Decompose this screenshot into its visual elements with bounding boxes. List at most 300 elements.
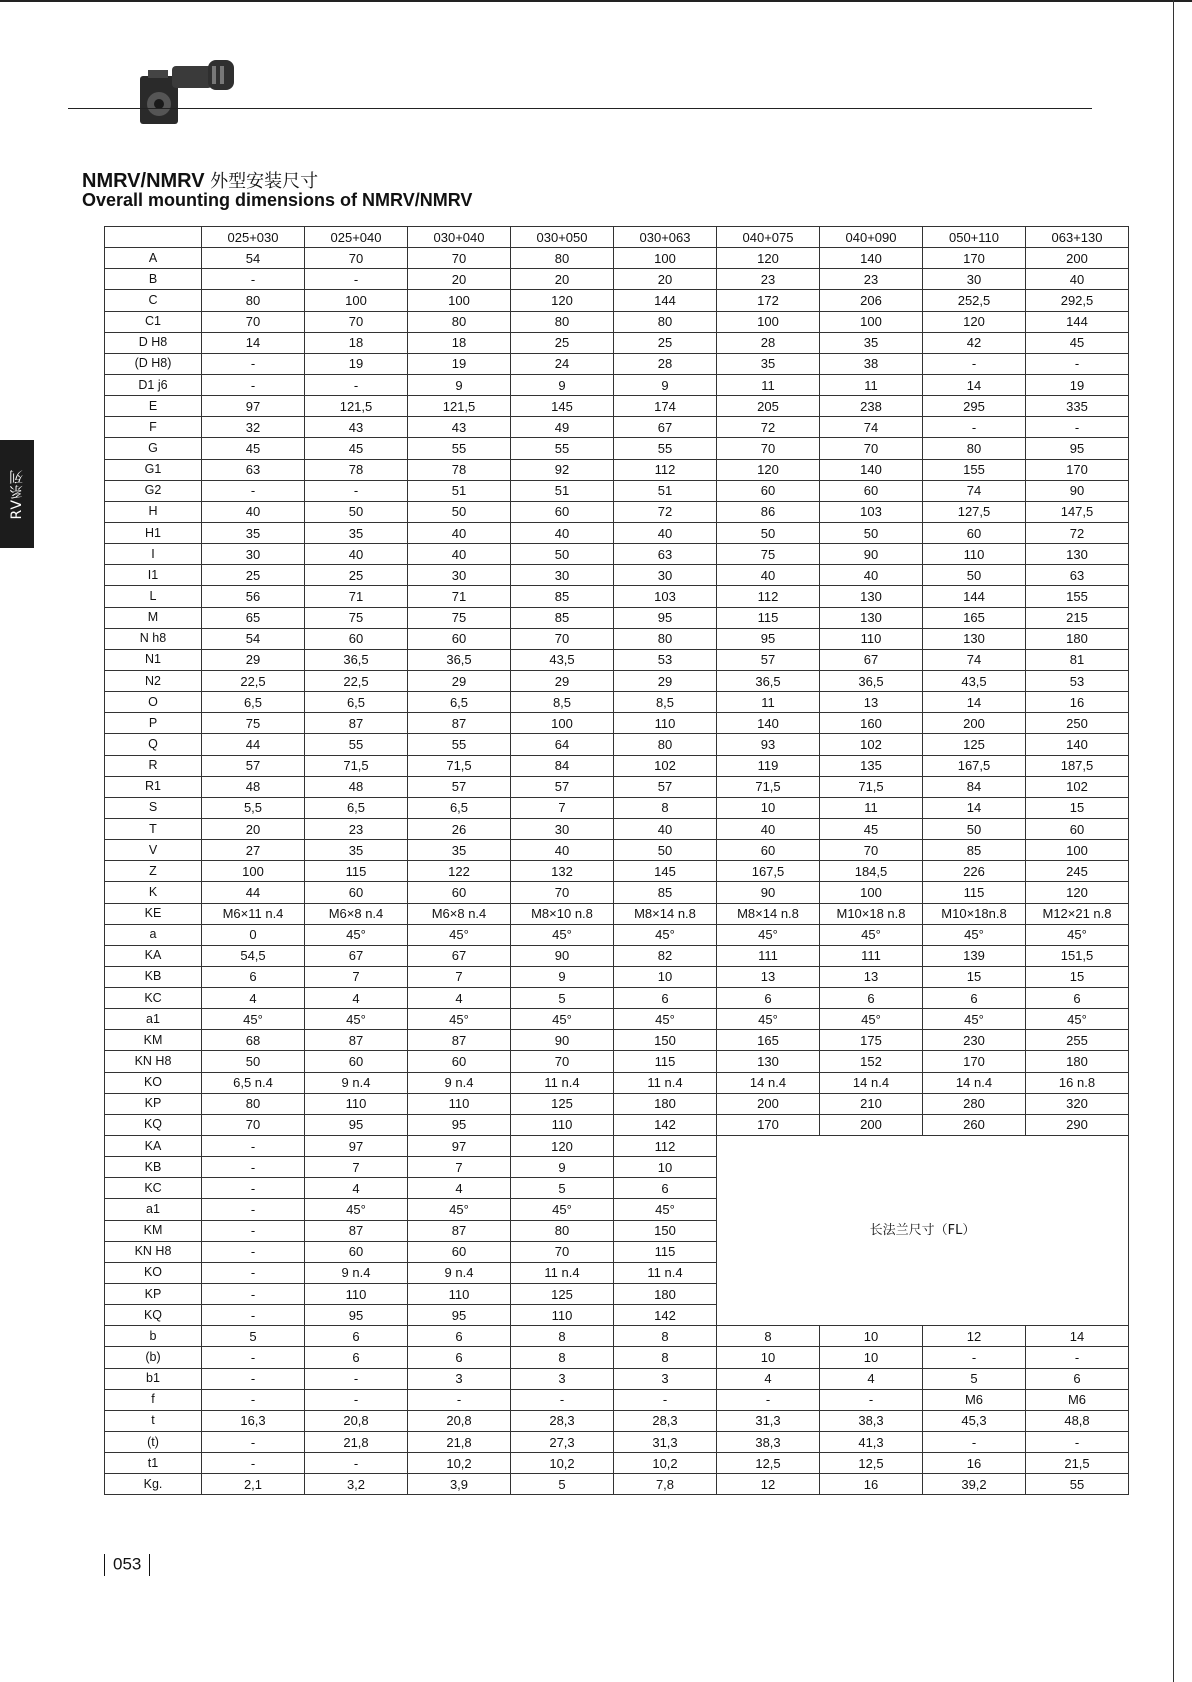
table-cell: 45° bbox=[408, 1199, 511, 1220]
row-label: (t) bbox=[105, 1432, 202, 1453]
row-label: KM bbox=[105, 1220, 202, 1241]
table-cell: 87 bbox=[408, 713, 511, 734]
table-cell: 29 bbox=[614, 670, 717, 691]
table-cell: 142 bbox=[614, 1114, 717, 1135]
table-cell: 54 bbox=[202, 248, 305, 269]
table-cell: 80 bbox=[511, 248, 614, 269]
table-cell: 6 bbox=[1026, 988, 1129, 1009]
table-cell: 45° bbox=[717, 924, 820, 945]
table-row bbox=[105, 861, 1129, 882]
table-cell: 127,5 bbox=[923, 501, 1026, 522]
table-cell: 7 bbox=[511, 797, 614, 818]
table-cell: 71 bbox=[408, 586, 511, 607]
table-row bbox=[105, 1410, 1129, 1431]
table-cell: 70 bbox=[511, 1241, 614, 1262]
table-cell: 35 bbox=[305, 840, 408, 861]
table-cell: 144 bbox=[1026, 311, 1129, 332]
table-cell: 111 bbox=[717, 945, 820, 966]
table-cell: 9 n.4 bbox=[408, 1262, 511, 1283]
table-cell: 11 n.4 bbox=[614, 1262, 717, 1283]
table-cell: 120 bbox=[511, 1136, 614, 1157]
row-label: KO bbox=[105, 1072, 202, 1093]
table-cell: 70 bbox=[511, 882, 614, 903]
row-label: P bbox=[105, 713, 202, 734]
table-cell: 9 bbox=[511, 966, 614, 987]
table-cell: 12 bbox=[923, 1326, 1026, 1347]
table-cell: 35 bbox=[820, 332, 923, 353]
row-label: KN H8 bbox=[105, 1241, 202, 1262]
row-label: t bbox=[105, 1410, 202, 1431]
table-row bbox=[105, 882, 1129, 903]
table-cell: 200 bbox=[820, 1114, 923, 1135]
table-cell: 142 bbox=[614, 1305, 717, 1326]
table-cell: 70 bbox=[511, 628, 614, 649]
table-cell: - bbox=[820, 1389, 923, 1410]
table-cell: 45° bbox=[1026, 1009, 1129, 1030]
table-cell: 115 bbox=[923, 882, 1026, 903]
table-cell: 19 bbox=[408, 353, 511, 374]
table-cell: 50 bbox=[923, 818, 1026, 839]
table-cell: 10,2 bbox=[511, 1453, 614, 1474]
table-cell: 43 bbox=[408, 417, 511, 438]
table-cell: 70 bbox=[511, 1051, 614, 1072]
table-cell: 20 bbox=[511, 269, 614, 290]
table-cell: - bbox=[202, 269, 305, 290]
table-row bbox=[105, 1368, 1129, 1389]
table-cell: 10 bbox=[820, 1347, 923, 1368]
table-cell: 87 bbox=[305, 1220, 408, 1241]
table-cell: 57 bbox=[408, 776, 511, 797]
table-cell: 175 bbox=[820, 1030, 923, 1051]
table-cell: 10 bbox=[717, 797, 820, 818]
table-cell: 50 bbox=[717, 522, 820, 543]
table-cell: 50 bbox=[408, 501, 511, 522]
table-row bbox=[105, 966, 1129, 987]
table-cell: 45° bbox=[614, 924, 717, 945]
table-cell: 60 bbox=[408, 1051, 511, 1072]
table-cell: 80 bbox=[511, 1220, 614, 1241]
table-row bbox=[105, 1347, 1129, 1368]
table-cell: 45° bbox=[614, 1009, 717, 1030]
table-cell: 110 bbox=[820, 628, 923, 649]
table-cell: 245 bbox=[1026, 861, 1129, 882]
table-cell: 55 bbox=[614, 438, 717, 459]
table-cell: 9 bbox=[614, 374, 717, 395]
table-cell: 90 bbox=[717, 882, 820, 903]
table-cell: 30 bbox=[511, 565, 614, 586]
table-cell: 125 bbox=[511, 1093, 614, 1114]
table-cell: 45 bbox=[305, 438, 408, 459]
row-label: R bbox=[105, 755, 202, 776]
table-cell: 50 bbox=[511, 544, 614, 565]
row-label: D H8 bbox=[105, 332, 202, 353]
table-cell: - bbox=[202, 480, 305, 501]
table-cell: 110 bbox=[305, 1093, 408, 1114]
table-cell: 55 bbox=[408, 734, 511, 755]
table-cell: 45 bbox=[202, 438, 305, 459]
table-cell: 14 n.4 bbox=[820, 1072, 923, 1093]
table-cell: 67 bbox=[408, 945, 511, 966]
table-cell: 32 bbox=[202, 417, 305, 438]
table-cell: - bbox=[305, 1368, 408, 1389]
table-row bbox=[105, 522, 1129, 543]
table-cell: 174 bbox=[614, 396, 717, 417]
table-cell: 8 bbox=[614, 1347, 717, 1368]
table-cell: 110 bbox=[511, 1305, 614, 1326]
table-cell: 51 bbox=[511, 480, 614, 501]
table-cell: 320 bbox=[1026, 1093, 1129, 1114]
table-cell: 45° bbox=[202, 1009, 305, 1030]
table-cell: 110 bbox=[923, 544, 1026, 565]
row-label: b bbox=[105, 1326, 202, 1347]
table-cell: 130 bbox=[923, 628, 1026, 649]
table-cell: 75 bbox=[408, 607, 511, 628]
table-cell: 45° bbox=[408, 1009, 511, 1030]
row-label: O bbox=[105, 692, 202, 713]
table-cell: 40 bbox=[511, 840, 614, 861]
table-cell: 4 bbox=[820, 1368, 923, 1389]
table-row bbox=[105, 396, 1129, 417]
table-cell: 140 bbox=[717, 713, 820, 734]
column-header: 025+040 bbox=[305, 227, 408, 248]
page-number-text: 053 bbox=[113, 1554, 142, 1574]
table-cell: 40 bbox=[408, 544, 511, 565]
table-cell: 10,2 bbox=[408, 1453, 511, 1474]
table-cell: 40 bbox=[820, 565, 923, 586]
table-cell: 6 bbox=[305, 1326, 408, 1347]
table-cell: 165 bbox=[717, 1030, 820, 1051]
table-cell: 144 bbox=[614, 290, 717, 311]
table-cell: 187,5 bbox=[1026, 755, 1129, 776]
table-cell: 110 bbox=[305, 1284, 408, 1305]
table-cell: 20 bbox=[408, 269, 511, 290]
table-cell: 23 bbox=[820, 269, 923, 290]
table-row bbox=[105, 1051, 1129, 1072]
row-label: a1 bbox=[105, 1009, 202, 1030]
table-cell: 2,1 bbox=[202, 1474, 305, 1495]
row-label: f bbox=[105, 1389, 202, 1410]
table-cell: 90 bbox=[511, 945, 614, 966]
table-cell: 67 bbox=[614, 417, 717, 438]
table-cell: 9 n.4 bbox=[408, 1072, 511, 1093]
table-cell: 71,5 bbox=[820, 776, 923, 797]
table-row bbox=[105, 311, 1129, 332]
table-cell: - bbox=[202, 1241, 305, 1262]
table-cell: 14 bbox=[923, 692, 1026, 713]
table-cell: 51 bbox=[408, 480, 511, 501]
table-cell: 45° bbox=[614, 1199, 717, 1220]
table-cell: 86 bbox=[717, 501, 820, 522]
table-cell: 170 bbox=[1026, 459, 1129, 480]
table-cell: M8×14 n.8 bbox=[614, 903, 717, 924]
table-cell: 57 bbox=[614, 776, 717, 797]
table-cell: 54 bbox=[202, 628, 305, 649]
table-cell: 11 bbox=[717, 374, 820, 395]
table-cell: 5 bbox=[923, 1368, 1026, 1389]
table-cell: 120 bbox=[923, 311, 1026, 332]
table-cell: 30 bbox=[923, 269, 1026, 290]
table-row bbox=[105, 1326, 1129, 1347]
table-cell: 50 bbox=[614, 840, 717, 861]
table-cell: 7 bbox=[305, 966, 408, 987]
table-cell: 63 bbox=[202, 459, 305, 480]
table-cell: 200 bbox=[923, 713, 1026, 734]
table-cell: 28 bbox=[717, 332, 820, 353]
table-cell: 150 bbox=[614, 1220, 717, 1241]
table-cell: 184,5 bbox=[820, 861, 923, 882]
table-cell: - bbox=[1026, 353, 1129, 374]
table-cell: 121,5 bbox=[305, 396, 408, 417]
table-cell: 14 bbox=[202, 332, 305, 353]
table-cell: - bbox=[202, 1178, 305, 1199]
row-label: a bbox=[105, 924, 202, 945]
table-cell: 70 bbox=[305, 248, 408, 269]
table-cell: 90 bbox=[511, 1030, 614, 1051]
table-cell: 8 bbox=[717, 1326, 820, 1347]
table-cell: 5 bbox=[511, 1474, 614, 1495]
table-cell: 80 bbox=[202, 290, 305, 311]
table-row bbox=[105, 649, 1129, 670]
table-cell: 14 n.4 bbox=[923, 1072, 1026, 1093]
table-cell: 40 bbox=[408, 522, 511, 543]
table-row bbox=[105, 818, 1129, 839]
table-cell: 120 bbox=[511, 290, 614, 311]
table-row bbox=[105, 248, 1129, 269]
table-cell: 90 bbox=[820, 544, 923, 565]
table-cell: 100 bbox=[202, 861, 305, 882]
table-row bbox=[105, 1114, 1129, 1135]
table-cell: 70 bbox=[717, 438, 820, 459]
table-cell: 30 bbox=[408, 565, 511, 586]
table-cell: 31,3 bbox=[614, 1432, 717, 1453]
table-cell: 15 bbox=[1026, 966, 1129, 987]
table-cell: 74 bbox=[820, 417, 923, 438]
table-cell: 45° bbox=[717, 1009, 820, 1030]
table-row bbox=[105, 332, 1129, 353]
table-cell: 71,5 bbox=[408, 755, 511, 776]
table-row bbox=[105, 840, 1129, 861]
table-cell: 45° bbox=[820, 924, 923, 945]
table-cell: 60 bbox=[408, 1241, 511, 1262]
table-cell: 70 bbox=[202, 1114, 305, 1135]
header-rule bbox=[68, 108, 1092, 109]
table-cell: 87 bbox=[408, 1220, 511, 1241]
table-cell: 140 bbox=[820, 248, 923, 269]
table-cell: 23 bbox=[717, 269, 820, 290]
table-cell: 60 bbox=[305, 1051, 408, 1072]
row-label: H1 bbox=[105, 522, 202, 543]
series-side-tab bbox=[0, 440, 34, 548]
table-cell: 48 bbox=[202, 776, 305, 797]
table-cell: 50 bbox=[305, 501, 408, 522]
row-label: a1 bbox=[105, 1199, 202, 1220]
table-row bbox=[105, 734, 1129, 755]
table-cell: 60 bbox=[305, 882, 408, 903]
table-row bbox=[105, 1432, 1129, 1453]
table-cell: 8,5 bbox=[614, 692, 717, 713]
column-header: 030+063 bbox=[614, 227, 717, 248]
table-row bbox=[105, 417, 1129, 438]
table-cell: 50 bbox=[202, 1051, 305, 1072]
table-cell: 7,8 bbox=[614, 1474, 717, 1495]
row-label: (D H8) bbox=[105, 353, 202, 374]
table-cell: 45° bbox=[511, 1199, 614, 1220]
table-cell: 100 bbox=[408, 290, 511, 311]
table-row bbox=[105, 374, 1129, 395]
table-cell: 167,5 bbox=[923, 755, 1026, 776]
table-cell: 115 bbox=[614, 1051, 717, 1072]
table-cell: 6 bbox=[614, 1178, 717, 1199]
table-cell: 180 bbox=[614, 1093, 717, 1114]
table-row bbox=[105, 1009, 1129, 1030]
table-cell: 25 bbox=[202, 565, 305, 586]
table-cell: - bbox=[511, 1389, 614, 1410]
table-cell: 81 bbox=[1026, 649, 1129, 670]
table-cell: 87 bbox=[305, 713, 408, 734]
table-cell: 111 bbox=[820, 945, 923, 966]
table-cell: 70 bbox=[820, 840, 923, 861]
table-cell: 72 bbox=[1026, 522, 1129, 543]
table-cell: 35 bbox=[202, 522, 305, 543]
table-cell: 45° bbox=[923, 924, 1026, 945]
table-row bbox=[105, 755, 1129, 776]
table-cell: 132 bbox=[511, 861, 614, 882]
right-page-edge bbox=[1173, 0, 1174, 1682]
row-label: L bbox=[105, 586, 202, 607]
table-cell: 67 bbox=[820, 649, 923, 670]
table-cell: 170 bbox=[923, 248, 1026, 269]
table-cell: - bbox=[305, 374, 408, 395]
table-cell: 75 bbox=[305, 607, 408, 628]
table-cell: 97 bbox=[408, 1136, 511, 1157]
table-cell: - bbox=[202, 1453, 305, 1474]
table-cell: 64 bbox=[511, 734, 614, 755]
row-label: T bbox=[105, 818, 202, 839]
table-cell: 25 bbox=[614, 332, 717, 353]
table-cell: 11 bbox=[820, 374, 923, 395]
table-cell: 5,5 bbox=[202, 797, 305, 818]
row-label: E bbox=[105, 396, 202, 417]
table-row bbox=[105, 1474, 1129, 1495]
table-cell: 50 bbox=[923, 565, 1026, 586]
table-cell: 40 bbox=[717, 565, 820, 586]
table-cell: 60 bbox=[408, 882, 511, 903]
table-cell: 3 bbox=[511, 1368, 614, 1389]
table-cell: 70 bbox=[820, 438, 923, 459]
table-cell: 80 bbox=[923, 438, 1026, 459]
table-cell: 35 bbox=[305, 522, 408, 543]
table-row bbox=[105, 903, 1129, 924]
table-cell: 14 bbox=[923, 374, 1026, 395]
table-cell: 18 bbox=[305, 332, 408, 353]
table-cell: 119 bbox=[717, 755, 820, 776]
table-cell: 125 bbox=[923, 734, 1026, 755]
table-row bbox=[105, 544, 1129, 565]
table-cell: - bbox=[1026, 417, 1129, 438]
table-cell: 180 bbox=[1026, 628, 1129, 649]
row-label: KC bbox=[105, 988, 202, 1009]
table-cell: 55 bbox=[305, 734, 408, 755]
table-cell: 3 bbox=[408, 1368, 511, 1389]
table-cell: - bbox=[202, 1284, 305, 1305]
page-number-left-bar bbox=[104, 1554, 105, 1576]
table-cell: - bbox=[305, 1453, 408, 1474]
table-cell: 130 bbox=[820, 607, 923, 628]
table-row bbox=[105, 1030, 1129, 1051]
table-cell: 72 bbox=[614, 501, 717, 522]
row-label: G1 bbox=[105, 459, 202, 480]
table-cell: 44 bbox=[202, 882, 305, 903]
table-row bbox=[105, 713, 1129, 734]
table-cell: 36,5 bbox=[717, 670, 820, 691]
table-cell: 9 bbox=[511, 1157, 614, 1178]
table-cell: 11 bbox=[820, 797, 923, 818]
table-cell: 145 bbox=[614, 861, 717, 882]
table-row bbox=[105, 945, 1129, 966]
table-cell: 7 bbox=[305, 1157, 408, 1178]
table-cell: 87 bbox=[408, 1030, 511, 1051]
table-cell: 95 bbox=[305, 1305, 408, 1326]
table-cell: 29 bbox=[511, 670, 614, 691]
table-cell: 92 bbox=[511, 459, 614, 480]
row-label: KP bbox=[105, 1284, 202, 1305]
table-cell: - bbox=[1026, 1347, 1129, 1368]
table-cell: 125 bbox=[511, 1284, 614, 1305]
table-row bbox=[105, 1389, 1129, 1410]
table-cell: 54,5 bbox=[202, 945, 305, 966]
table-cell: - bbox=[1026, 1432, 1129, 1453]
column-header: 040+075 bbox=[717, 227, 820, 248]
table-cell: 210 bbox=[820, 1093, 923, 1114]
table-cell: M10×18n.8 bbox=[923, 903, 1026, 924]
table-cell: 10 bbox=[614, 966, 717, 987]
row-label: I bbox=[105, 544, 202, 565]
table-row bbox=[105, 1072, 1129, 1093]
table-cell: 11 n.4 bbox=[614, 1072, 717, 1093]
table-cell: 56 bbox=[202, 586, 305, 607]
table-cell: 16 bbox=[820, 1474, 923, 1495]
table-cell: 21,5 bbox=[1026, 1453, 1129, 1474]
table-cell: 200 bbox=[1026, 248, 1129, 269]
table-cell: - bbox=[305, 1389, 408, 1410]
row-label: C bbox=[105, 290, 202, 311]
table-cell: 53 bbox=[1026, 670, 1129, 691]
table-cell: 41,3 bbox=[820, 1432, 923, 1453]
table-cell: 19 bbox=[1026, 374, 1129, 395]
table-cell: 40 bbox=[305, 544, 408, 565]
column-header: 063+130 bbox=[1026, 227, 1129, 248]
table-row bbox=[105, 480, 1129, 501]
table-cell: 0 bbox=[202, 924, 305, 945]
table-cell: - bbox=[408, 1389, 511, 1410]
table-row bbox=[105, 924, 1129, 945]
table-cell: 151,5 bbox=[1026, 945, 1129, 966]
table-body bbox=[105, 248, 1129, 1495]
table-cell: 250 bbox=[1026, 713, 1129, 734]
table-cell: 60 bbox=[1026, 818, 1129, 839]
table-row bbox=[105, 565, 1129, 586]
table-cell: 5 bbox=[511, 1178, 614, 1199]
table-cell: 8,5 bbox=[511, 692, 614, 713]
table-cell: 226 bbox=[923, 861, 1026, 882]
table-cell: 6,5 bbox=[408, 797, 511, 818]
table-cell: 280 bbox=[923, 1093, 1026, 1114]
table-cell: 53 bbox=[614, 649, 717, 670]
table-cell: 120 bbox=[717, 459, 820, 480]
title-cn-text: 外型安装尺寸 bbox=[210, 171, 319, 192]
table-cell: 80 bbox=[614, 734, 717, 755]
table-cell: 103 bbox=[820, 501, 923, 522]
